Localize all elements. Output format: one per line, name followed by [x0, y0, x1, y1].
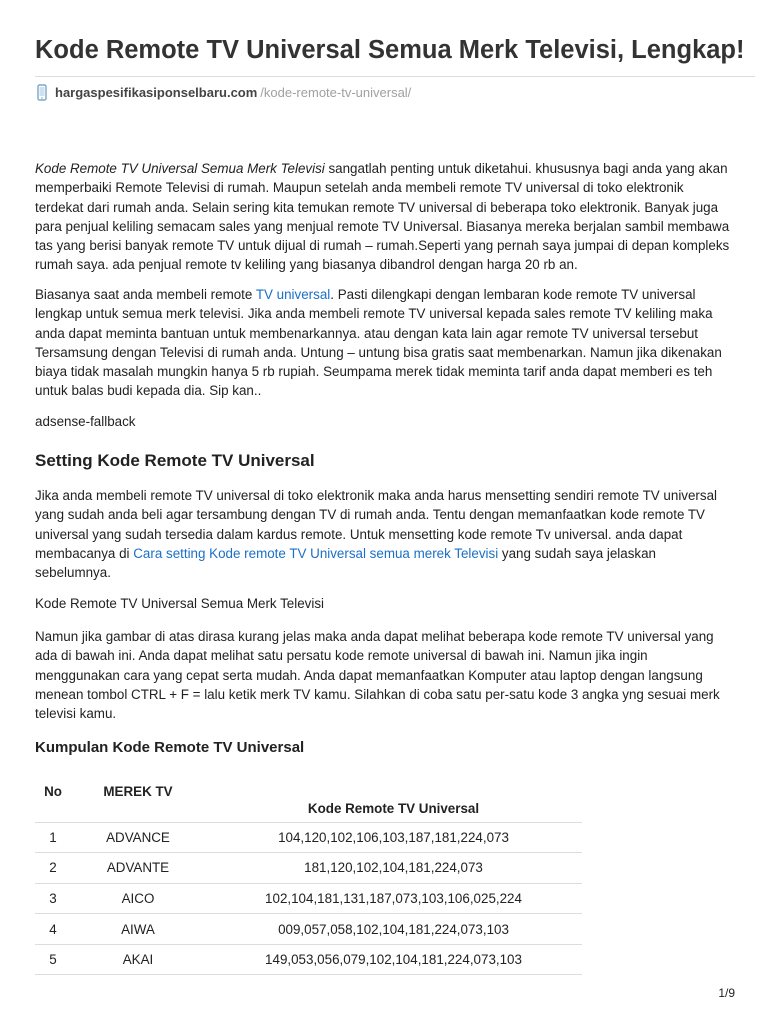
setting-text-before: Jika anda membeli remote TV universal di toko elektronik maka anda harus mensetting sendiri remote TV universal yang sudah anda beli agar tersambung dengan TV di rumah anda. Tentu dengan memanfaatkan kode remote TV universal yang sudah tersedia dalam kardus remote. Untuk mensetting kode remote Tv universal. anda dapat membacanya di [35, 488, 718, 561]
table-row [35, 883, 582, 914]
title-divider [35, 76, 755, 77]
code-list-heading: Kumpulan Kode Remote TV Universal [35, 739, 305, 756]
search-tip-paragraph: Namun jika gambar di atas dirasa kurang jelas maka anda dapat melihat beberapa kode remote TV universal yang ada di bawah ini. Anda dapat melihat satu persatu kode remote universal di bawah ini. Namun jika ingin menggunakan cara yang cepat serta mudah. Anda dapat memanfaatkan Komputer atau laptop dengan langsung menean tombol CTRL + F = lalu ketik merk TV kamu. Silahkan di coba satu per-satu kode 3 angka yng sesuai merk televisi kamu. [35, 629, 720, 722]
row-no: 2 [35, 853, 71, 884]
row-code: 104,120,102,106,103,187,181,224,073 [205, 822, 582, 853]
intro-paragraph [35, 159, 735, 275]
header-brand: MEREK TV [103, 784, 173, 799]
table-row [35, 822, 582, 853]
table-row [35, 914, 582, 945]
row-code: 102,104,181,131,187,073,103,106,025,224 [205, 883, 582, 914]
row-no: 1 [35, 822, 71, 853]
tv-universal-link[interactable]: TV universal [255, 287, 331, 302]
table-row [35, 853, 582, 884]
source-domain-link[interactable]: hargaspesifikasiponselbaru.com [55, 85, 258, 100]
row-no: 3 [35, 883, 71, 914]
intro-italic-title: Kode Remote TV Universal Semua Merk Televisi [35, 161, 325, 176]
row-code: 149,053,056,079,102,104,181,224,073,103 [205, 944, 582, 975]
setting-section-heading: Setting Kode Remote TV Universal [35, 451, 315, 470]
row-no: 5 [35, 944, 71, 975]
page-title: Kode Remote TV Universal Semua Merk Televisi, Lengkap! [35, 36, 745, 64]
paragraph2-text-after: . Pasti dilengkapi dengan lembaran kode remote TV universal lengkap untuk semua merk televisi. Jika anda membeli remote TV universal kepada sales remote TV keliling maka anda dapat meminta bantuan untuk membenarkannya. atau dengan kata lain agar remote TV universal tersebut Tersamsung dengan Televisi di rumah anda. Untung – untung bisa gratis saat membenarkan. Namun jika dikenakan biaya tidak masalah mungkin hanya 5 rb rupiah. Seumpama merek tidak meminta tarif anda dapat memberi es teh untuk balas budi kepada dia. Sip kan.. [35, 287, 722, 399]
row-no: 4 [35, 914, 71, 945]
row-brand: AICO [71, 883, 205, 914]
row-code: 009,057,058,102,104,181,224,073,103 [205, 914, 582, 945]
mobile-phone-icon [35, 84, 49, 101]
setting-text-after: yang sudah saya jelaskan sebelumnya. [35, 545, 657, 581]
source-line [35, 84, 411, 101]
header-no: No [44, 784, 62, 799]
row-brand: ADVANCE [71, 822, 205, 853]
adsense-fallback-text: adsense-fallback [35, 414, 136, 429]
table-row [35, 944, 582, 975]
intro-text: sangatlah penting untuk diketahui. khususnya bagi anda yang akan memperbaiki Remote Televisi di rumah. Maupun setelah anda membeli remote TV universal di toko elektronik terdekat dari rumah anda. Selain sering kita temukan remote TV universal di beberapa toko elektronik. Banyak juga para penjual keliling semacam sales yang menjual remote TV Universal. Biasanya mereka berjalan sambil membawa tas yang berisi banyak remote TV untuk dijual di rumah – rumah.Seperti yang pernah saya jumpai di depan kompleks rumah saya. ada penjual remote tv keliling yang biasanya dibandrol dengan harga 20 rb an. [35, 161, 730, 273]
setting-guide-link[interactable]: Cara setting Kode remote TV Universal semua merek Televisi [133, 545, 499, 561]
row-brand: AIWA [71, 914, 205, 945]
image-caption: Kode Remote TV Universal Semua Merk Televisi [35, 596, 325, 611]
row-brand: AKAI [71, 944, 205, 975]
remote-code-table [35, 778, 582, 975]
setting-paragraph [35, 486, 735, 582]
row-brand: ADVANTE [71, 853, 205, 884]
table-header-row [35, 778, 582, 822]
row-code: 181,120,102,104,181,224,073 [205, 853, 582, 884]
header-code: Kode Remote TV Universal [307, 800, 480, 816]
paragraph2-text-before: Biasanya saat anda membeli remote [35, 287, 256, 302]
page-number: 1/9 [718, 986, 735, 1000]
paragraph-remote-purchase [35, 285, 735, 401]
source-path: /kode-remote-tv-universal/ [260, 85, 412, 100]
